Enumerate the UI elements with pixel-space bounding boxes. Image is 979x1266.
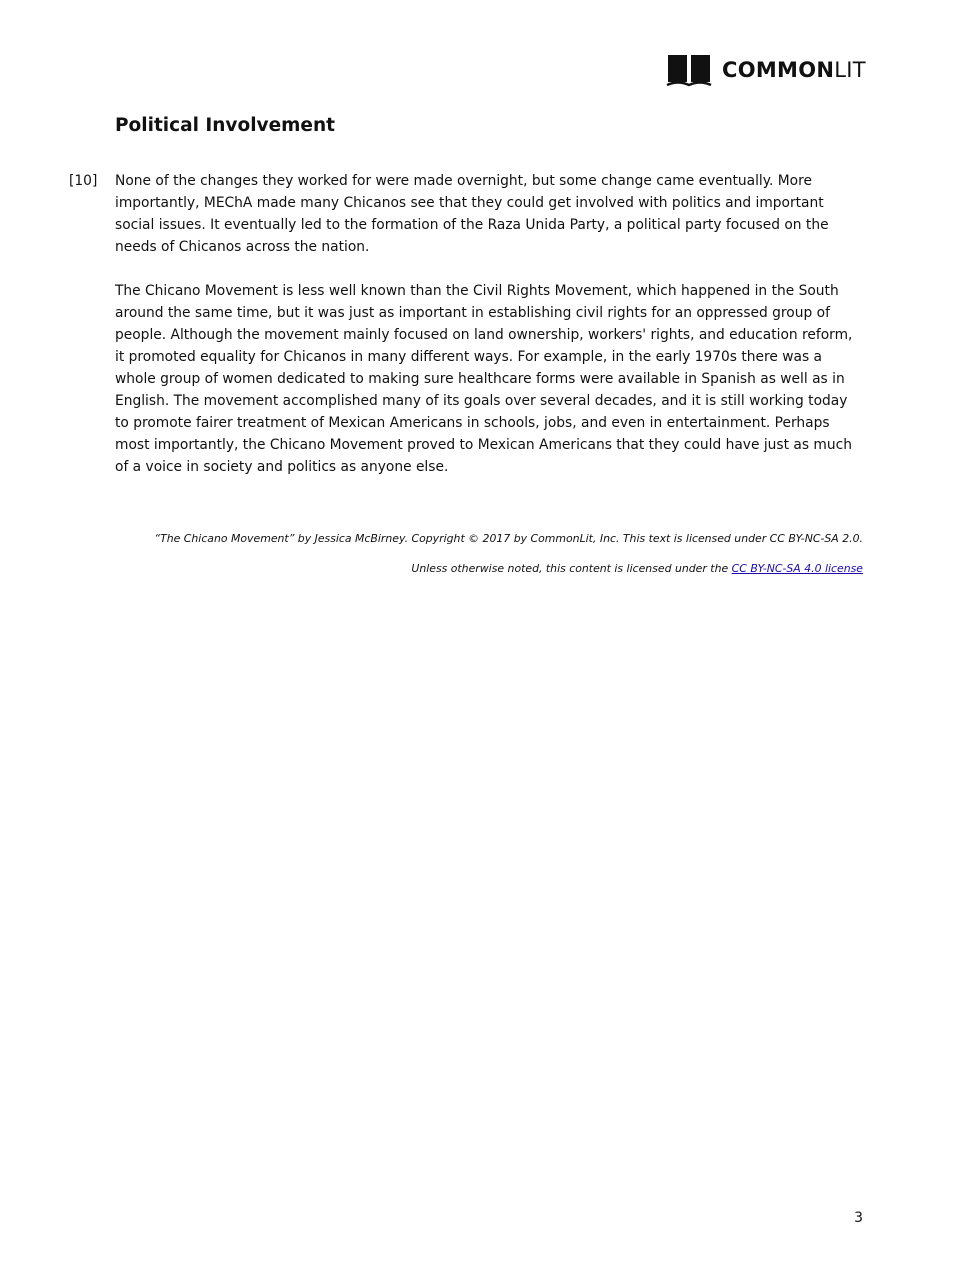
citation: “The Chicano Movement” by Jessica McBirney. Copyright © 2017 by CommonLit, Inc. This text is licensed under CC BY-NC-SA 2.0. [154,532,863,545]
commonlit-logo [666,52,866,88]
open-book-icon [666,52,712,88]
license-prefix: Unless otherwise noted, this content is licensed under the [411,562,732,575]
paragraph-number: [10] [69,173,98,189]
paragraph-11: The Chicano Movement is less well known than the Civil Rights Movement, which happened in the South around the same time, but it was just as important in establishing civil rights for an oppressed group of people. Although the movement mainly focused on land ownership, workers' rights, and education reform, it promoted equality for Chicanos in many different ways. For example, in the early 1970s there was a whole group of women dedicated to making sure healthcare forms were available in Spanish as well as in English. The movement accomplished many of its goals over several decades, and it is still working today to promote fairer treatment of Mexican Americans in schools, jobs, and even in entertainment. Perhaps most importantly, the Chicano Movement proved to Mexican Americans that they could have just as much of a voice in society and politics as anyone else. [115,283,853,475]
logo-wordmark [722,57,866,82]
logo-text-bold: COMMON [722,57,835,82]
page-number: 3 [854,1210,863,1226]
section-title: Political Involvement [115,115,335,136]
paragraph-10: None of the changes they worked for were made overnight, but some change came eventually. More importantly, MEChA made many Chicanos see that they could get involved with politics and important social issues. It eventually led to the formation of the Raza Unida Party, a political party focused on the needs of Chicanos across the nation. [115,173,829,255]
license-link[interactable]: CC BY-NC-SA 4.0 license [731,562,863,575]
license-notice [411,561,863,576]
logo-text-light: LIT [834,57,866,82]
